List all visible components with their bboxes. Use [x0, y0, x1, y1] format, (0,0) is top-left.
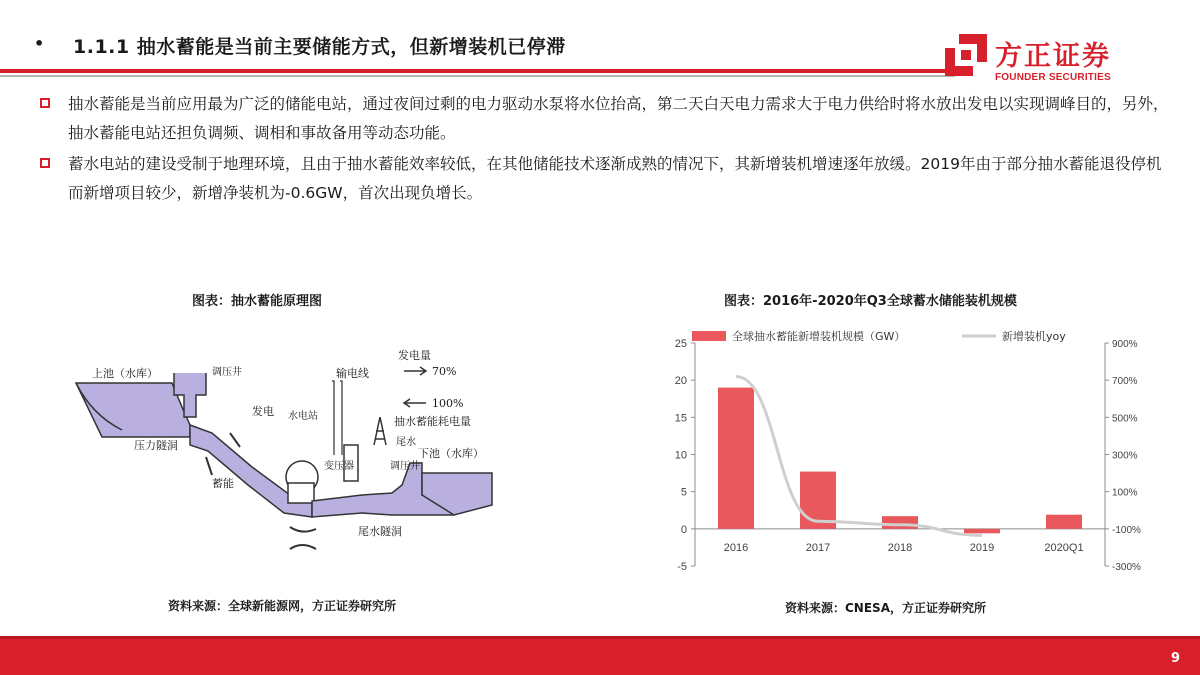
label-consume: 抽水蓄能耗电量 — [394, 415, 471, 428]
gen-output-arrow-icon — [404, 367, 426, 375]
x-tick-label: 2020Q1 — [1044, 541, 1084, 554]
label-surge-tank: 调压井 — [212, 367, 242, 378]
header-red-rule — [0, 69, 955, 73]
left-figure-source: 资料来源：全球新能源网，方正证券研究所 — [168, 599, 397, 613]
slide-header — [0, 0, 1200, 83]
label-transformer: 变压器 — [324, 461, 354, 472]
bullet-text: 蓄水电站的建设受制于地理环境，且由于抽水蓄能效率较低，在其他储能技术逐渐成熟的情况下，其新增装机增速逐年放缓。2019年由于部分抽水蓄能退役停机而新增项目较少，新增净装机为-0.6GW，首次出现负增长。 — [68, 155, 1162, 202]
right-figure-source: 资料来源：CNESA，方正证券研究所 — [785, 601, 986, 615]
right-tick-label: 500% — [1112, 413, 1138, 425]
footer-shade — [0, 636, 1200, 639]
x-tick-label: 2016 — [723, 541, 749, 554]
bullet-item — [40, 90, 1170, 148]
bullet-list — [40, 90, 1170, 210]
right-tick-label: -300% — [1112, 562, 1141, 573]
bullet-item — [40, 150, 1170, 208]
x-tick-label: 2017 — [805, 541, 831, 554]
label-upper-pool: 上池（水库） — [92, 367, 158, 380]
slide-title: 1.1.1 抽水蓄能是当前主要储能方式，但新增装机已停滞 — [73, 36, 566, 58]
bar — [1046, 515, 1082, 529]
label-gen-output: 发电量 — [398, 349, 431, 362]
header-gray-rule — [0, 75, 955, 77]
bullet-box-icon — [40, 98, 50, 108]
right-tick-label: 700% — [1112, 376, 1138, 388]
pumped-storage-diagram — [62, 345, 502, 573]
left-tick-label: 10 — [674, 449, 687, 462]
left-tick-label: 0 — [680, 523, 687, 536]
tower-shape — [374, 417, 386, 445]
title-bullet: • — [34, 34, 45, 53]
label-consume-pct: 100% — [432, 397, 464, 410]
yoy-line — [736, 376, 982, 535]
flow-arrow-icon — [290, 545, 316, 549]
bar — [964, 529, 1000, 533]
right-figure-caption: 图表：2016年-2020年Q3全球蓄水储能装机规模 — [724, 294, 1017, 309]
x-tick-label: 2019 — [969, 541, 995, 554]
footer-bar — [0, 636, 1200, 675]
upper-pool-shape — [76, 383, 190, 437]
logo-mark-icon — [945, 34, 987, 76]
label-power-line: 输电线 — [336, 367, 369, 380]
right-tick-label: 900% — [1112, 339, 1138, 350]
left-tick-label: 15 — [674, 412, 687, 425]
right-tick-label: -100% — [1112, 524, 1141, 536]
legend-bar-label: 全球抽水蓄能新增装机规模（GW） — [732, 330, 906, 343]
label-storage: 蓄能 — [212, 477, 234, 490]
bullet-text: 抽水蓄能是当前应用最为广泛的储能电站，通过夜间过剩的电力驱动水泵将水位抬高，第二天白天电力需求大于电力供给时将水放出发电以实现调峰目的，另外，抽水蓄能电站还担负调频、调相和事故备用等动态功能。 — [68, 95, 1169, 142]
right-tick-label: 100% — [1112, 487, 1138, 499]
bar — [718, 388, 754, 529]
left-tick-label: 5 — [680, 486, 687, 499]
label-power-gen: 发电 — [252, 405, 274, 418]
left-tick-label: -5 — [677, 561, 687, 573]
logo-name-en: FOUNDER SECURITIES — [995, 72, 1111, 83]
label-hydro-station: 水电站 — [288, 411, 318, 422]
installed-capacity-chart — [640, 323, 1160, 588]
label-tail-tunnel: 尾水隧洞 — [358, 525, 402, 538]
consume-arrow-icon — [404, 399, 426, 407]
x-tick-label: 2018 — [887, 541, 913, 554]
legend-bar-swatch — [692, 331, 726, 341]
legend-line-label: 新增装机yoy — [1002, 330, 1066, 343]
flow-arrow-icon — [206, 457, 212, 475]
label-pressure-tunnel: 压力隧洞 — [134, 439, 178, 452]
bullet-box-icon — [40, 158, 50, 168]
flow-arrow-icon — [290, 527, 316, 532]
bar — [882, 516, 918, 529]
label-tail-surge: 调压井 — [390, 461, 420, 472]
label-gen-pct: 70% — [432, 365, 457, 378]
founder-logo — [945, 34, 1145, 84]
label-lower-pool: 下池（水库） — [418, 447, 484, 460]
logo-name-cn: 方正证券 — [995, 41, 1111, 72]
left-tick-label: 25 — [674, 338, 687, 350]
label-tail-water: 尾水 — [396, 437, 416, 448]
right-tick-label: 300% — [1112, 450, 1138, 462]
left-figure-caption: 图表：抽水蓄能原理图 — [192, 294, 323, 309]
page-number: 9 — [1170, 651, 1180, 666]
left-tick-label: 20 — [674, 375, 687, 388]
flow-arrow-icon — [230, 433, 240, 447]
